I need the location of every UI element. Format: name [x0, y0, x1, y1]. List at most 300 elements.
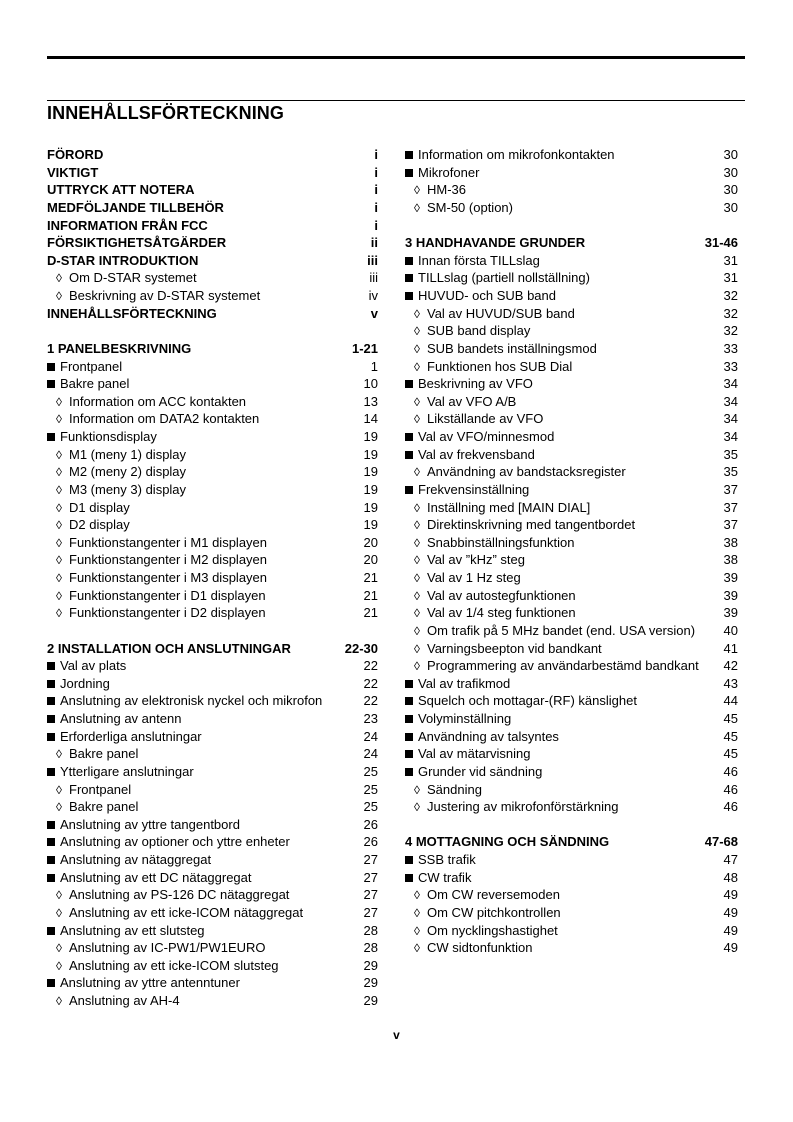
toc-entry-page: 28 [363, 940, 378, 956]
toc-entry-page: iii [367, 252, 378, 268]
toc-entry[interactable] [405, 869, 738, 887]
toc-entry-page: iii [369, 270, 378, 286]
toc-entry[interactable] [47, 269, 378, 287]
toc-entry[interactable] [405, 463, 738, 481]
diamond-bullet-icon: ◊ [56, 447, 62, 462]
toc-entry-label: SM-50 (option) [427, 199, 513, 215]
toc-entry[interactable] [405, 446, 738, 464]
toc-entry[interactable] [405, 745, 738, 763]
toc-entry[interactable] [405, 164, 738, 182]
toc-entry[interactable] [47, 393, 378, 411]
toc-entry-page: 27 [363, 904, 378, 920]
toc-entry[interactable] [405, 763, 738, 781]
toc-entry[interactable] [405, 640, 738, 658]
diamond-bullet-icon: ◊ [56, 394, 62, 409]
toc-entry[interactable] [47, 904, 378, 922]
toc-entry-page: 30 [723, 199, 738, 215]
toc-entry-label: Funktionstangenter i D2 displayen [69, 605, 266, 621]
toc-entry-page: 40 [723, 622, 738, 638]
toc-entry-page: 47 [723, 852, 738, 867]
toc-entry[interactable] [47, 692, 378, 710]
toc-entry-page: 32 [723, 323, 738, 339]
toc-entry-label: Användning av bandstacksregister [427, 464, 626, 480]
toc-entry[interactable] [405, 340, 738, 358]
toc-entry-page: 10 [363, 376, 378, 392]
toc-entry-page: v [370, 305, 378, 321]
toc-entry-label: Om CW reversemoden [427, 887, 560, 903]
toc-entry[interactable] [47, 640, 378, 658]
toc-entry-label: 3 HANDHAVANDE GRUNDER [405, 235, 586, 251]
square-bullet-icon [47, 697, 55, 705]
square-bullet-icon [405, 697, 413, 705]
toc-entry[interactable] [405, 569, 738, 587]
toc-entry-page: 34 [723, 429, 738, 444]
toc-entry[interactable] [405, 516, 738, 534]
toc-entry-label: Val av HUVUD/SUB band [427, 305, 575, 321]
diamond-bullet-icon: ◊ [414, 306, 420, 321]
diamond-bullet-icon: ◊ [56, 535, 62, 550]
toc-entry[interactable] [47, 252, 378, 270]
toc-entry-page: 1 [370, 358, 378, 374]
toc-entry-label: Frekvensinställning [418, 481, 530, 497]
toc-entry-label: CW sidtonfunktion [427, 940, 533, 956]
toc-entry[interactable] [405, 305, 738, 323]
toc-entry[interactable] [47, 869, 378, 887]
toc-entry-page: 19 [363, 464, 378, 480]
square-bullet-icon [405, 486, 413, 494]
toc-entry-label: M3 (meny 3) display [69, 481, 187, 497]
toc-entry[interactable] [47, 781, 378, 799]
toc-entry-page: 26 [363, 816, 378, 832]
diamond-bullet-icon: ◊ [56, 888, 62, 903]
toc-entry-label: Om CW pitchkontrollen [427, 904, 561, 920]
toc-entry-label: Bakre panel [60, 376, 130, 392]
toc-entry[interactable] [405, 234, 738, 252]
toc-entry-label: Innan första TILLslag [418, 252, 540, 268]
toc-entry[interactable] [405, 269, 738, 287]
toc-entry[interactable] [47, 657, 378, 675]
toc-entry-page: 39 [723, 587, 738, 603]
toc-entry-page: 19 [363, 499, 378, 515]
toc-entry-page: 27 [363, 887, 378, 903]
diamond-bullet-icon: ◊ [56, 553, 62, 568]
toc-entry-label: Anslutning av ett DC nätaggregat [60, 869, 252, 885]
toc-entry-label: FÖRSIKTIGHETSÅTGÄRDER [47, 235, 227, 251]
square-bullet-icon [47, 838, 55, 846]
toc-entry-label: Ytterligare anslutningar [60, 763, 194, 779]
toc-entry-page: 29 [363, 975, 378, 991]
diamond-bullet-icon: ◊ [414, 888, 420, 903]
toc-entry-label: Frontpanel [69, 781, 132, 797]
toc-entry-page: 31-46 [704, 235, 738, 251]
diamond-bullet-icon: ◊ [414, 341, 420, 356]
toc-entry[interactable] [47, 534, 378, 552]
toc-entry[interactable] [405, 798, 738, 816]
toc-entry[interactable] [47, 551, 378, 569]
toc-entry-page: 22 [363, 658, 378, 674]
toc-entry[interactable] [405, 781, 738, 799]
toc-entry[interactable] [47, 851, 378, 869]
diamond-bullet-icon: ◊ [56, 482, 62, 497]
diamond-bullet-icon: ◊ [414, 394, 420, 409]
toc-entry-page: 21 [363, 570, 378, 585]
square-bullet-icon [47, 979, 55, 987]
toc-entry[interactable] [405, 675, 738, 693]
toc-entry-page: 38 [723, 534, 738, 550]
toc-entry-label: Funktionstangenter i M2 displayen [69, 552, 268, 568]
toc-entry-label: D-STAR INTRODUKTION [47, 252, 199, 268]
toc-entry-page: 19 [363, 446, 378, 462]
toc-entry[interactable] [405, 657, 738, 675]
toc-entry-page: 38 [723, 552, 738, 568]
diamond-bullet-icon: ◊ [414, 923, 420, 938]
toc-entry[interactable] [47, 763, 378, 781]
toc-entry[interactable] [405, 375, 738, 393]
toc-entry-label: SUB bandets inställningsmod [427, 340, 597, 356]
toc-entry-page: 22-30 [344, 640, 378, 656]
toc-entry-page: 33 [723, 340, 738, 356]
toc-entry-label: TILLslag (partiell nollställning) [418, 270, 590, 286]
toc-entry[interactable] [47, 728, 378, 746]
square-bullet-icon [47, 433, 55, 441]
toc-entry[interactable] [47, 710, 378, 728]
toc-entry[interactable] [47, 939, 378, 957]
toc-entry[interactable] [405, 622, 738, 640]
toc-entry-page: 35 [723, 464, 738, 480]
toc-entry[interactable] [405, 393, 738, 411]
diamond-bullet-icon: ◊ [414, 588, 420, 603]
toc-entry-page: 26 [363, 834, 378, 850]
diamond-bullet-icon: ◊ [414, 324, 420, 339]
toc-entry[interactable] [47, 745, 378, 763]
toc-entry-label: INNEHÅLLSFÖRTECKNING [47, 305, 217, 321]
toc-entry[interactable] [405, 322, 738, 340]
diamond-bullet-icon: ◊ [414, 641, 420, 656]
toc-entry[interactable] [405, 587, 738, 605]
toc-entry-label: Anslutning av ett slutsteg [60, 922, 205, 938]
toc-entry[interactable] [47, 481, 378, 499]
toc-entry-page: 31 [723, 252, 738, 268]
toc-entry[interactable] [47, 833, 378, 851]
square-bullet-icon [47, 821, 55, 829]
toc-entry-page: 49 [723, 904, 738, 920]
square-bullet-icon [47, 768, 55, 776]
toc-entry[interactable] [47, 287, 378, 305]
toc-entry-label: Grunder vid sändning [418, 763, 543, 779]
diamond-bullet-icon: ◊ [414, 359, 420, 374]
toc-entry-page: 46 [723, 781, 738, 797]
toc-entry[interactable] [47, 798, 378, 816]
toc-entry-label: Användning av talsyntes [418, 728, 559, 744]
toc-entry-label: UTTRYCK ATT NOTERA [47, 182, 195, 198]
square-bullet-icon [405, 733, 413, 741]
toc-entry-page: 24 [363, 728, 378, 744]
square-bullet-icon [405, 292, 413, 300]
toc-entry-label: 1 PANELBESKRIVNING [47, 340, 192, 356]
toc-entry-label: CW trafik [418, 869, 472, 885]
toc-entry[interactable] [47, 146, 378, 164]
toc-entry-label: Anslutning av antenn [60, 711, 182, 726]
toc-entry[interactable] [405, 358, 738, 376]
toc-entry[interactable] [47, 992, 378, 1010]
square-bullet-icon [47, 856, 55, 864]
square-bullet-icon [405, 151, 413, 159]
diamond-bullet-icon: ◊ [56, 412, 62, 427]
toc-entry[interactable] [405, 199, 738, 217]
square-bullet-icon [405, 380, 413, 388]
toc-entry-label: Val av trafikmod [418, 675, 511, 691]
toc-entry-label: Val av VFO/minnesmod [418, 429, 555, 444]
square-bullet-icon [405, 169, 413, 177]
toc-entry[interactable] [47, 217, 378, 235]
toc-entry-page: 45 [723, 728, 738, 744]
toc-entry-page: 32 [723, 288, 738, 303]
toc-entry-page: 34 [723, 376, 738, 392]
square-bullet-icon [405, 680, 413, 688]
toc-entry-label: Mikrofoner [418, 164, 480, 180]
square-bullet-icon [47, 715, 55, 723]
toc-entry-label: Anslutning av yttre antenntuner [60, 975, 240, 991]
toc-entry[interactable] [405, 428, 738, 446]
toc-entry[interactable] [47, 358, 378, 376]
toc-entry-page: 39 [723, 570, 738, 585]
toc-entry-label: Funktionstangenter i D1 displayen [69, 587, 266, 603]
diamond-bullet-icon: ◊ [414, 183, 420, 198]
toc-entry-label: Anslutning av nätaggregat [60, 852, 212, 867]
toc-entry[interactable] [47, 410, 378, 428]
toc-entry[interactable] [47, 675, 378, 693]
diamond-bullet-icon: ◊ [56, 518, 62, 533]
toc-entry-label: Val av mätarvisning [418, 746, 531, 762]
toc-entry-page: 20 [363, 552, 378, 568]
toc-entry-page: 46 [723, 763, 738, 779]
toc-entry[interactable] [47, 428, 378, 446]
square-bullet-icon [405, 274, 413, 282]
spacer [47, 322, 378, 340]
toc-entry[interactable] [405, 499, 738, 517]
toc-entry[interactable] [47, 499, 378, 517]
toc-entry[interactable] [47, 199, 378, 217]
toc-entry-page: 21 [363, 605, 378, 621]
toc-entry-page: 29 [363, 993, 378, 1008]
toc-entry-label: 4 MOTTAGNING OCH SÄNDNING [405, 834, 610, 850]
toc-entry-page: 31 [723, 270, 738, 286]
diamond-bullet-icon: ◊ [414, 500, 420, 515]
toc-entry[interactable] [405, 287, 738, 305]
toc-entry-page: 27 [363, 869, 378, 885]
toc-entry-label: Anslutning av yttre tangentbord [60, 816, 240, 832]
toc-entry-page: 19 [363, 429, 378, 444]
toc-entry-page: 49 [723, 940, 738, 956]
toc-entry[interactable] [47, 587, 378, 605]
toc-entry[interactable] [47, 569, 378, 587]
toc-entry[interactable] [47, 375, 378, 393]
toc-entry[interactable] [47, 305, 378, 323]
toc-entry-page: 33 [723, 358, 738, 374]
square-bullet-icon [405, 856, 413, 864]
toc-entry-label: HUVUD- och SUB band [418, 288, 556, 303]
toc-entry[interactable] [405, 604, 738, 622]
toc-entry-label: M1 (meny 1) display [69, 446, 187, 462]
diamond-bullet-icon: ◊ [414, 535, 420, 550]
toc-entry-page: 24 [363, 746, 378, 762]
toc-entry-label: Frontpanel [60, 358, 123, 374]
diamond-bullet-icon: ◊ [414, 606, 420, 621]
toc-entry-label: Funktionen hos SUB Dial [427, 358, 573, 374]
toc-entry[interactable] [405, 710, 738, 728]
toc-entry[interactable] [47, 922, 378, 940]
square-bullet-icon [47, 363, 55, 371]
toc-entry[interactable] [405, 551, 738, 569]
toc-entry[interactable] [47, 463, 378, 481]
toc-entry-label: M2 (meny 2) display [69, 464, 187, 480]
square-bullet-icon [47, 680, 55, 688]
toc-entry-label: Anslutning av optioner och yttre enheter [60, 834, 290, 850]
square-bullet-icon [47, 380, 55, 388]
toc-entry-label: Om nycklingshastighet [427, 922, 558, 938]
toc-entry[interactable] [47, 886, 378, 904]
square-bullet-icon [405, 750, 413, 758]
toc-entry-page: 37 [723, 481, 738, 497]
square-bullet-icon [405, 768, 413, 776]
toc-entry[interactable] [405, 534, 738, 552]
toc-entry[interactable] [405, 728, 738, 746]
toc-entry-page: 20 [363, 534, 378, 550]
toc-entry[interactable] [405, 181, 738, 199]
toc-entry-page: i [374, 164, 378, 180]
toc-entry-label: Om trafik på 5 MHz bandet (end. USA version) [427, 622, 696, 638]
toc-entry[interactable] [47, 234, 378, 252]
toc-entry[interactable] [405, 252, 738, 270]
diamond-bullet-icon: ◊ [56, 782, 62, 797]
toc-entry-page: 34 [723, 393, 738, 409]
toc-entry-label: Anslutning av elektronisk nyckel och mikrofon [60, 693, 323, 709]
toc-entry-label: Val av 1 Hz steg [427, 570, 521, 585]
toc-entry[interactable] [405, 851, 738, 869]
toc-entry-page: 14 [363, 411, 378, 427]
toc-entry-label: Funktionstangenter i M1 displayen [69, 534, 268, 550]
diamond-bullet-icon: ◊ [414, 571, 420, 585]
toc-entry[interactable] [47, 340, 378, 358]
diamond-bullet-icon: ◊ [56, 606, 62, 621]
toc-entry-page: 43 [723, 675, 738, 691]
diamond-bullet-icon: ◊ [414, 905, 420, 920]
square-bullet-icon [47, 927, 55, 935]
diamond-bullet-icon: ◊ [56, 905, 62, 920]
toc-entry-label: Varningsbeepton vid bandkant [427, 640, 602, 656]
toc-entry-page: i [374, 147, 378, 162]
diamond-bullet-icon: ◊ [414, 623, 420, 638]
toc-entry-page: 48 [723, 869, 738, 885]
toc-entry[interactable] [405, 939, 738, 957]
toc-entry-page: 32 [723, 305, 738, 321]
toc-entry[interactable] [47, 446, 378, 464]
title-rule [47, 100, 745, 101]
toc-entry[interactable] [47, 816, 378, 834]
diamond-bullet-icon: ◊ [414, 659, 420, 674]
diamond-bullet-icon: ◊ [56, 571, 62, 585]
toc-entry-label: Volyminställning [418, 711, 512, 726]
toc-entry-label: Information om DATA2 kontakten [69, 411, 260, 427]
toc-entry-page: 23 [363, 711, 378, 726]
toc-entry-label: MEDFÖLJANDE TILLBEHÖR [47, 199, 224, 215]
square-bullet-icon [405, 257, 413, 265]
toc-entry[interactable] [47, 604, 378, 622]
toc-entry[interactable] [405, 833, 738, 851]
toc-entry-page: 13 [363, 393, 378, 409]
toc-entry-page: 30 [723, 147, 738, 162]
toc-entry-label: Beskrivning av D-STAR systemet [69, 288, 261, 303]
page-number: v [393, 1028, 400, 1042]
toc-entry-label: Erforderliga anslutningar [60, 728, 202, 744]
toc-entry-page: 34 [723, 411, 738, 427]
toc-entry-label: Sändning [427, 781, 482, 797]
toc-entry-page: 47-68 [704, 834, 738, 850]
diamond-bullet-icon: ◊ [56, 588, 62, 603]
toc-entry[interactable] [405, 922, 738, 940]
toc-entry-label: Beskrivning av VFO [418, 376, 533, 392]
toc-entry-label: Direktinskrivning med tangentbordet [427, 517, 636, 533]
toc-entry-page: 39 [723, 605, 738, 621]
diamond-bullet-icon: ◊ [56, 271, 62, 286]
toc-entry-label: Snabbinställningsfunktion [427, 534, 575, 550]
toc-entry[interactable] [47, 516, 378, 534]
diamond-bullet-icon: ◊ [414, 200, 420, 215]
toc-entry-label: Val av plats [60, 658, 127, 674]
toc-entry-label: VIKTIGT [47, 164, 99, 180]
toc-entry[interactable] [405, 886, 738, 904]
toc-entry[interactable] [47, 974, 378, 992]
toc-entry-page: 46 [723, 799, 738, 815]
toc-entry[interactable] [405, 481, 738, 499]
toc-entry-page: 30 [723, 164, 738, 180]
toc-entry[interactable] [405, 692, 738, 710]
toc-entry[interactable] [405, 410, 738, 428]
toc-entry-label: Funktionsdisplay [60, 429, 157, 444]
toc-entry-label: D1 display [69, 499, 130, 515]
toc-entry-label: Information om ACC kontakten [69, 393, 247, 409]
diamond-bullet-icon: ◊ [56, 289, 62, 303]
toc-entry-page: 37 [723, 499, 738, 515]
toc-entry-label: Bakre panel [69, 799, 139, 815]
toc-entry[interactable] [47, 181, 378, 199]
toc-entry-page: 30 [723, 182, 738, 198]
toc-entry-label: Squelch och mottagar-(RF) känslighet [418, 693, 637, 709]
toc-entry-label: Val av ”kHz” steg [427, 552, 526, 568]
spacer [47, 622, 378, 640]
toc-entry[interactable] [405, 904, 738, 922]
toc-entry-page: ii [370, 235, 378, 251]
toc-entry-page: 19 [363, 481, 378, 497]
toc-entry-page: 28 [363, 922, 378, 938]
square-bullet-icon [47, 733, 55, 741]
diamond-bullet-icon: ◊ [56, 958, 62, 973]
toc-entry-label: SUB band display [427, 323, 531, 339]
toc-entry-page: i [374, 199, 378, 215]
toc-entry-label: D2 display [69, 517, 130, 533]
diamond-bullet-icon: ◊ [56, 800, 62, 815]
toc-entry[interactable] [47, 164, 378, 182]
toc-entry[interactable] [47, 957, 378, 975]
toc-entry-label: Anslutning av ett icke-ICOM slutsteg [69, 957, 279, 973]
page-title: INNEHÅLLSFÖRTECKNING [47, 103, 284, 123]
diamond-bullet-icon: ◊ [414, 412, 420, 427]
diamond-bullet-icon: ◊ [56, 747, 62, 762]
toc-entry-page: 25 [363, 763, 378, 779]
toc-entry[interactable] [405, 146, 738, 164]
toc-entry-label: Inställning med [MAIN DIAL] [427, 499, 591, 515]
toc-entry-page: 19 [363, 517, 378, 533]
